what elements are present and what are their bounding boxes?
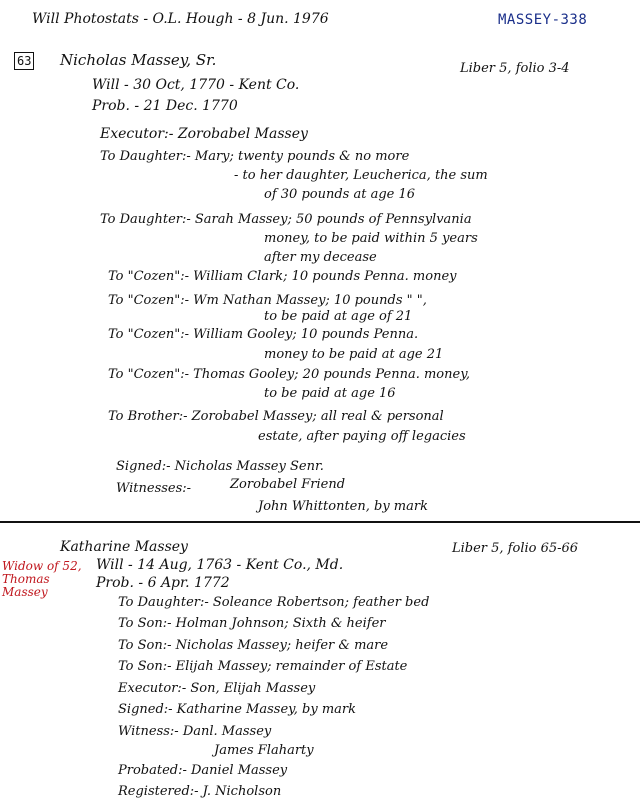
entry2-annotation: Widow of 52, Thomas Massey [2, 559, 82, 599]
entry1-line: estate, after paying off legacies [258, 429, 466, 444]
entry1-line: To "Cozen":- William Clark; 10 pounds Penna. money [108, 269, 457, 284]
entry1-line: To "Cozen":- William Gooley; 10 pounds Penna. [108, 327, 419, 342]
entry2-prob: Prob. - 6 Apr. 1772 [96, 575, 230, 591]
entry1-line: of 30 pounds at age 16 [264, 187, 416, 202]
document-code: MASSEY-338 [498, 12, 588, 28]
entry2-line: Executor:- Son, Elijah Massey [118, 681, 316, 696]
entry1-line: - to her daughter, Leucherica, the sum [234, 168, 488, 183]
entry2-line: James Flaharty [214, 743, 314, 758]
entry2-line: Signed:- Katharine Massey, by mark [118, 702, 357, 717]
entry1-line: to be paid at age of 21 [264, 309, 413, 324]
entry2-line: Witness:- Danl. Massey [118, 724, 272, 739]
entry1-line: after my decease [264, 250, 377, 265]
entry1-prob: Prob. - 21 Dec. 1770 [92, 98, 238, 114]
entry1-name: Nicholas Massey, Sr. [60, 51, 217, 69]
entry1-witness: Zorobabel Friend [230, 477, 346, 492]
section-divider [0, 521, 640, 523]
entry2-line: To Daughter:- Soleance Robertson; feather bed [118, 595, 430, 610]
entry1-liber: Liber 5, folio 3-4 [460, 61, 570, 76]
entry1-witness: John Whittonten, by mark [258, 499, 428, 514]
entry1-line: To "Cozen":- Thomas Gooley; 20 pounds Penna. money, [108, 367, 470, 382]
entry2-liber: Liber 5, folio 65-66 [452, 541, 579, 556]
entry2-line: Probated:- Daniel Massey [118, 763, 288, 778]
entry1-signed: Signed:- Nicholas Massey Senr. [116, 459, 324, 474]
entry2-will: Will - 14 Aug, 1763 - Kent Co., Md. [96, 557, 344, 573]
entry1-line: money to be paid at age 21 [264, 347, 444, 362]
entry2-name: Katharine Massey [60, 539, 188, 555]
entry2-line: To Son:- Holman Johnson; Sixth & heifer [118, 616, 386, 631]
entry1-line: To Daughter:- Sarah Massey; 50 pounds of Pennsylvania [100, 212, 472, 227]
entry2-line: To Son:- Nicholas Massey; heifer & mare [118, 638, 389, 653]
entry1-line: To Daughter:- Mary; twenty pounds & no more [100, 149, 410, 164]
entry1-executor: Executor:- Zorobabel Massey [100, 126, 308, 142]
entry1-will: Will - 30 Oct, 1770 - Kent Co. [92, 77, 300, 93]
entry2-line: Registered:- J. Nicholson [118, 784, 282, 799]
entry2-line: To Son:- Elijah Massey; remainder of Estate [118, 659, 408, 674]
entry1-witnesses-label: Witnesses:- [116, 481, 192, 496]
entry-number-box: 63 [14, 52, 34, 70]
entry1-line: money, to be paid within 5 years [264, 231, 478, 246]
entry1-line: To Brother:- Zorobabel Massey; all real & personal [108, 409, 444, 424]
entry-number [14, 52, 34, 68]
entry1-line: to be paid at age 16 [264, 386, 396, 401]
entry1-line: To "Cozen":- Wm Nathan Massey; 10 pounds " ", [108, 293, 427, 308]
document-header-title: Will Photostats - O.L. Hough - 8 Jun. 1976 [32, 11, 329, 27]
